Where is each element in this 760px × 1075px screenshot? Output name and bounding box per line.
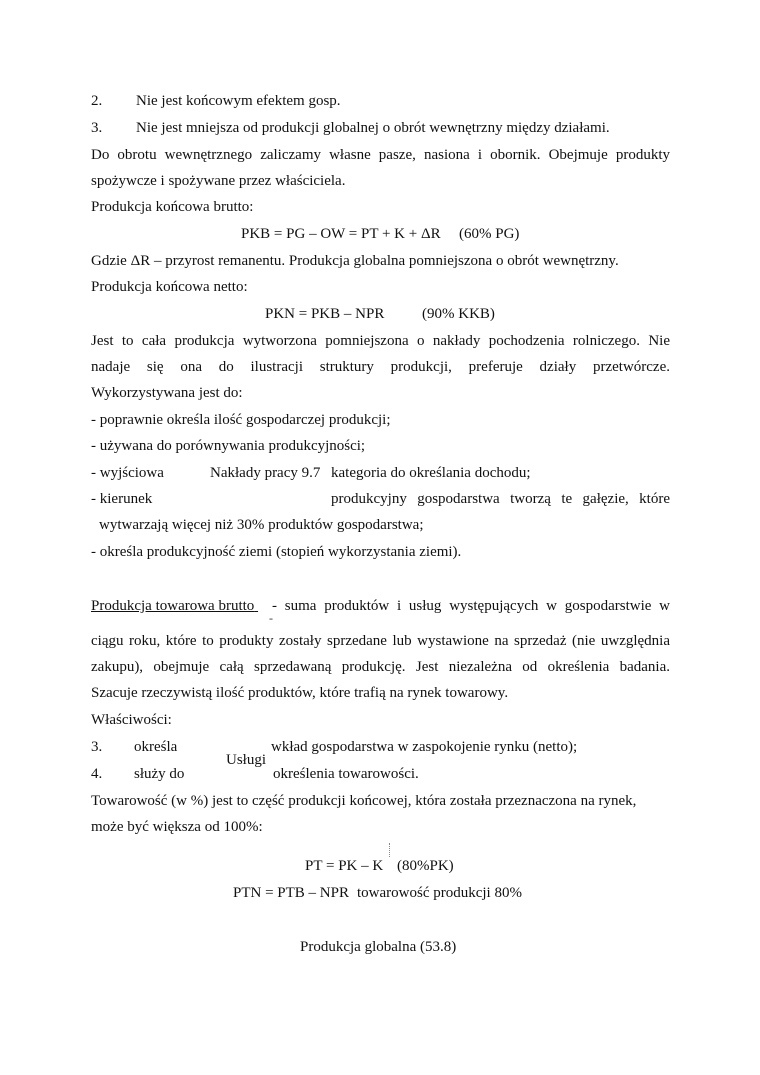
text-line: może być większa od 100%: bbox=[91, 819, 263, 835]
bullet-item-continuation: produkcyjny gospodarstwa tworzą te gałęzie, które bbox=[331, 491, 670, 507]
inline-label: Usługi bbox=[226, 752, 267, 768]
list-number: 2. bbox=[91, 93, 103, 109]
formula-ptn: PTN = PTB – NPR bbox=[233, 885, 349, 901]
text-line: Właściwości: bbox=[91, 712, 172, 728]
text-line: Towarowość (w %) jest to część produkcji końcowej, która została przeznaczona na rynek, bbox=[91, 793, 637, 809]
bullet-item: - wyjściowa bbox=[91, 465, 164, 481]
text-line: Nie jest końcowym efektem gosp. bbox=[136, 93, 341, 109]
text-line: nadaje się ona do ilustracji struktury produkcji, preferuje działy przetwórcze. bbox=[91, 359, 670, 375]
bullet-item-continuation: wytwarzają więcej niż 30% produktów gospodarstwa; bbox=[99, 517, 424, 533]
text-line: Wykorzystywana jest do: bbox=[91, 385, 243, 401]
list-number: 3. bbox=[91, 739, 103, 755]
text-line: Produkcja globalna (53.8) bbox=[300, 939, 457, 955]
text-line: Produkcja końcowa netto: bbox=[91, 279, 248, 295]
text-line: Nie jest mniejsza od produkcji globalnej o obrót wewnętrzny między działami. bbox=[136, 120, 610, 136]
text-line: Produkcja końcowa brutto: bbox=[91, 199, 254, 215]
bullet-item-continuation: kategoria do określania dochodu; bbox=[331, 465, 531, 481]
text-line: określenia towarowości. bbox=[273, 766, 419, 782]
bullet-item: - używana do porównywania produkcyjności; bbox=[91, 438, 366, 454]
stray-mark: - bbox=[269, 611, 273, 625]
formula-note: (90% KKB) bbox=[422, 306, 495, 322]
text-line: wkład gospodarstwa w zaspokojenie rynku (netto); bbox=[271, 739, 578, 755]
stray-mark bbox=[389, 843, 390, 857]
text-line: Szacuje rzeczywistą ilość produktów, które trafią na rynek towarowy. bbox=[91, 685, 509, 701]
text-line: spożywcze i spożywane przez właściciela. bbox=[91, 173, 346, 189]
bullet-item: - określa produkcyjność ziemi (stopień wykorzystania ziemi). bbox=[91, 544, 462, 560]
term-title: Produkcja towarowa brutto bbox=[91, 598, 255, 614]
formula-note: (80%PK) bbox=[397, 858, 454, 874]
list-number: 3. bbox=[91, 120, 103, 136]
text-line: służy do bbox=[134, 766, 185, 782]
text-line: - suma produktów i usług występujących w gospodarstwie w bbox=[272, 598, 670, 614]
formula-note: (60% PG) bbox=[459, 226, 520, 242]
text-line: Gdzie ΔR – przyrost remanentu. Produkcja globalna pomniejszona o obrót wewnętrzny. bbox=[91, 253, 619, 269]
formula-pkn: PKN = PKB – NPR bbox=[265, 306, 385, 322]
formula-note: towarowość produkcji 80% bbox=[357, 885, 522, 901]
text-line: określa bbox=[134, 739, 178, 755]
term-heading bbox=[91, 597, 258, 615]
formula-pt: PT = PK – K bbox=[305, 858, 384, 874]
term-underline-gap bbox=[254, 598, 258, 614]
bullet-item: - kierunek bbox=[91, 491, 153, 507]
list-number: 4. bbox=[91, 766, 103, 782]
bullet-item: - poprawnie określa ilość gospodarczej produkcji; bbox=[91, 412, 391, 428]
text-line: zakupu), obejmuje całą sprzedawaną produkcję. Jest niezależna od określenia badania. bbox=[91, 659, 670, 675]
text-line: Jest to cała produkcja wytworzona pomniejszona o nakłady pochodzenia rolniczego. Nie bbox=[91, 333, 670, 349]
text-line: ciągu roku, które to produkty zostały sprzedane lub wystawione na sprzedaż (nie uwzględnia bbox=[91, 633, 670, 649]
formula-pkb: PKB = PG – OW = PT + K + ΔR bbox=[241, 226, 441, 242]
text-line: Do obrotu wewnętrznego zaliczamy własne pasze, nasiona i obornik. Obejmuje produkty bbox=[91, 147, 670, 163]
inline-label: Nakłady pracy 9.7 bbox=[210, 465, 321, 481]
